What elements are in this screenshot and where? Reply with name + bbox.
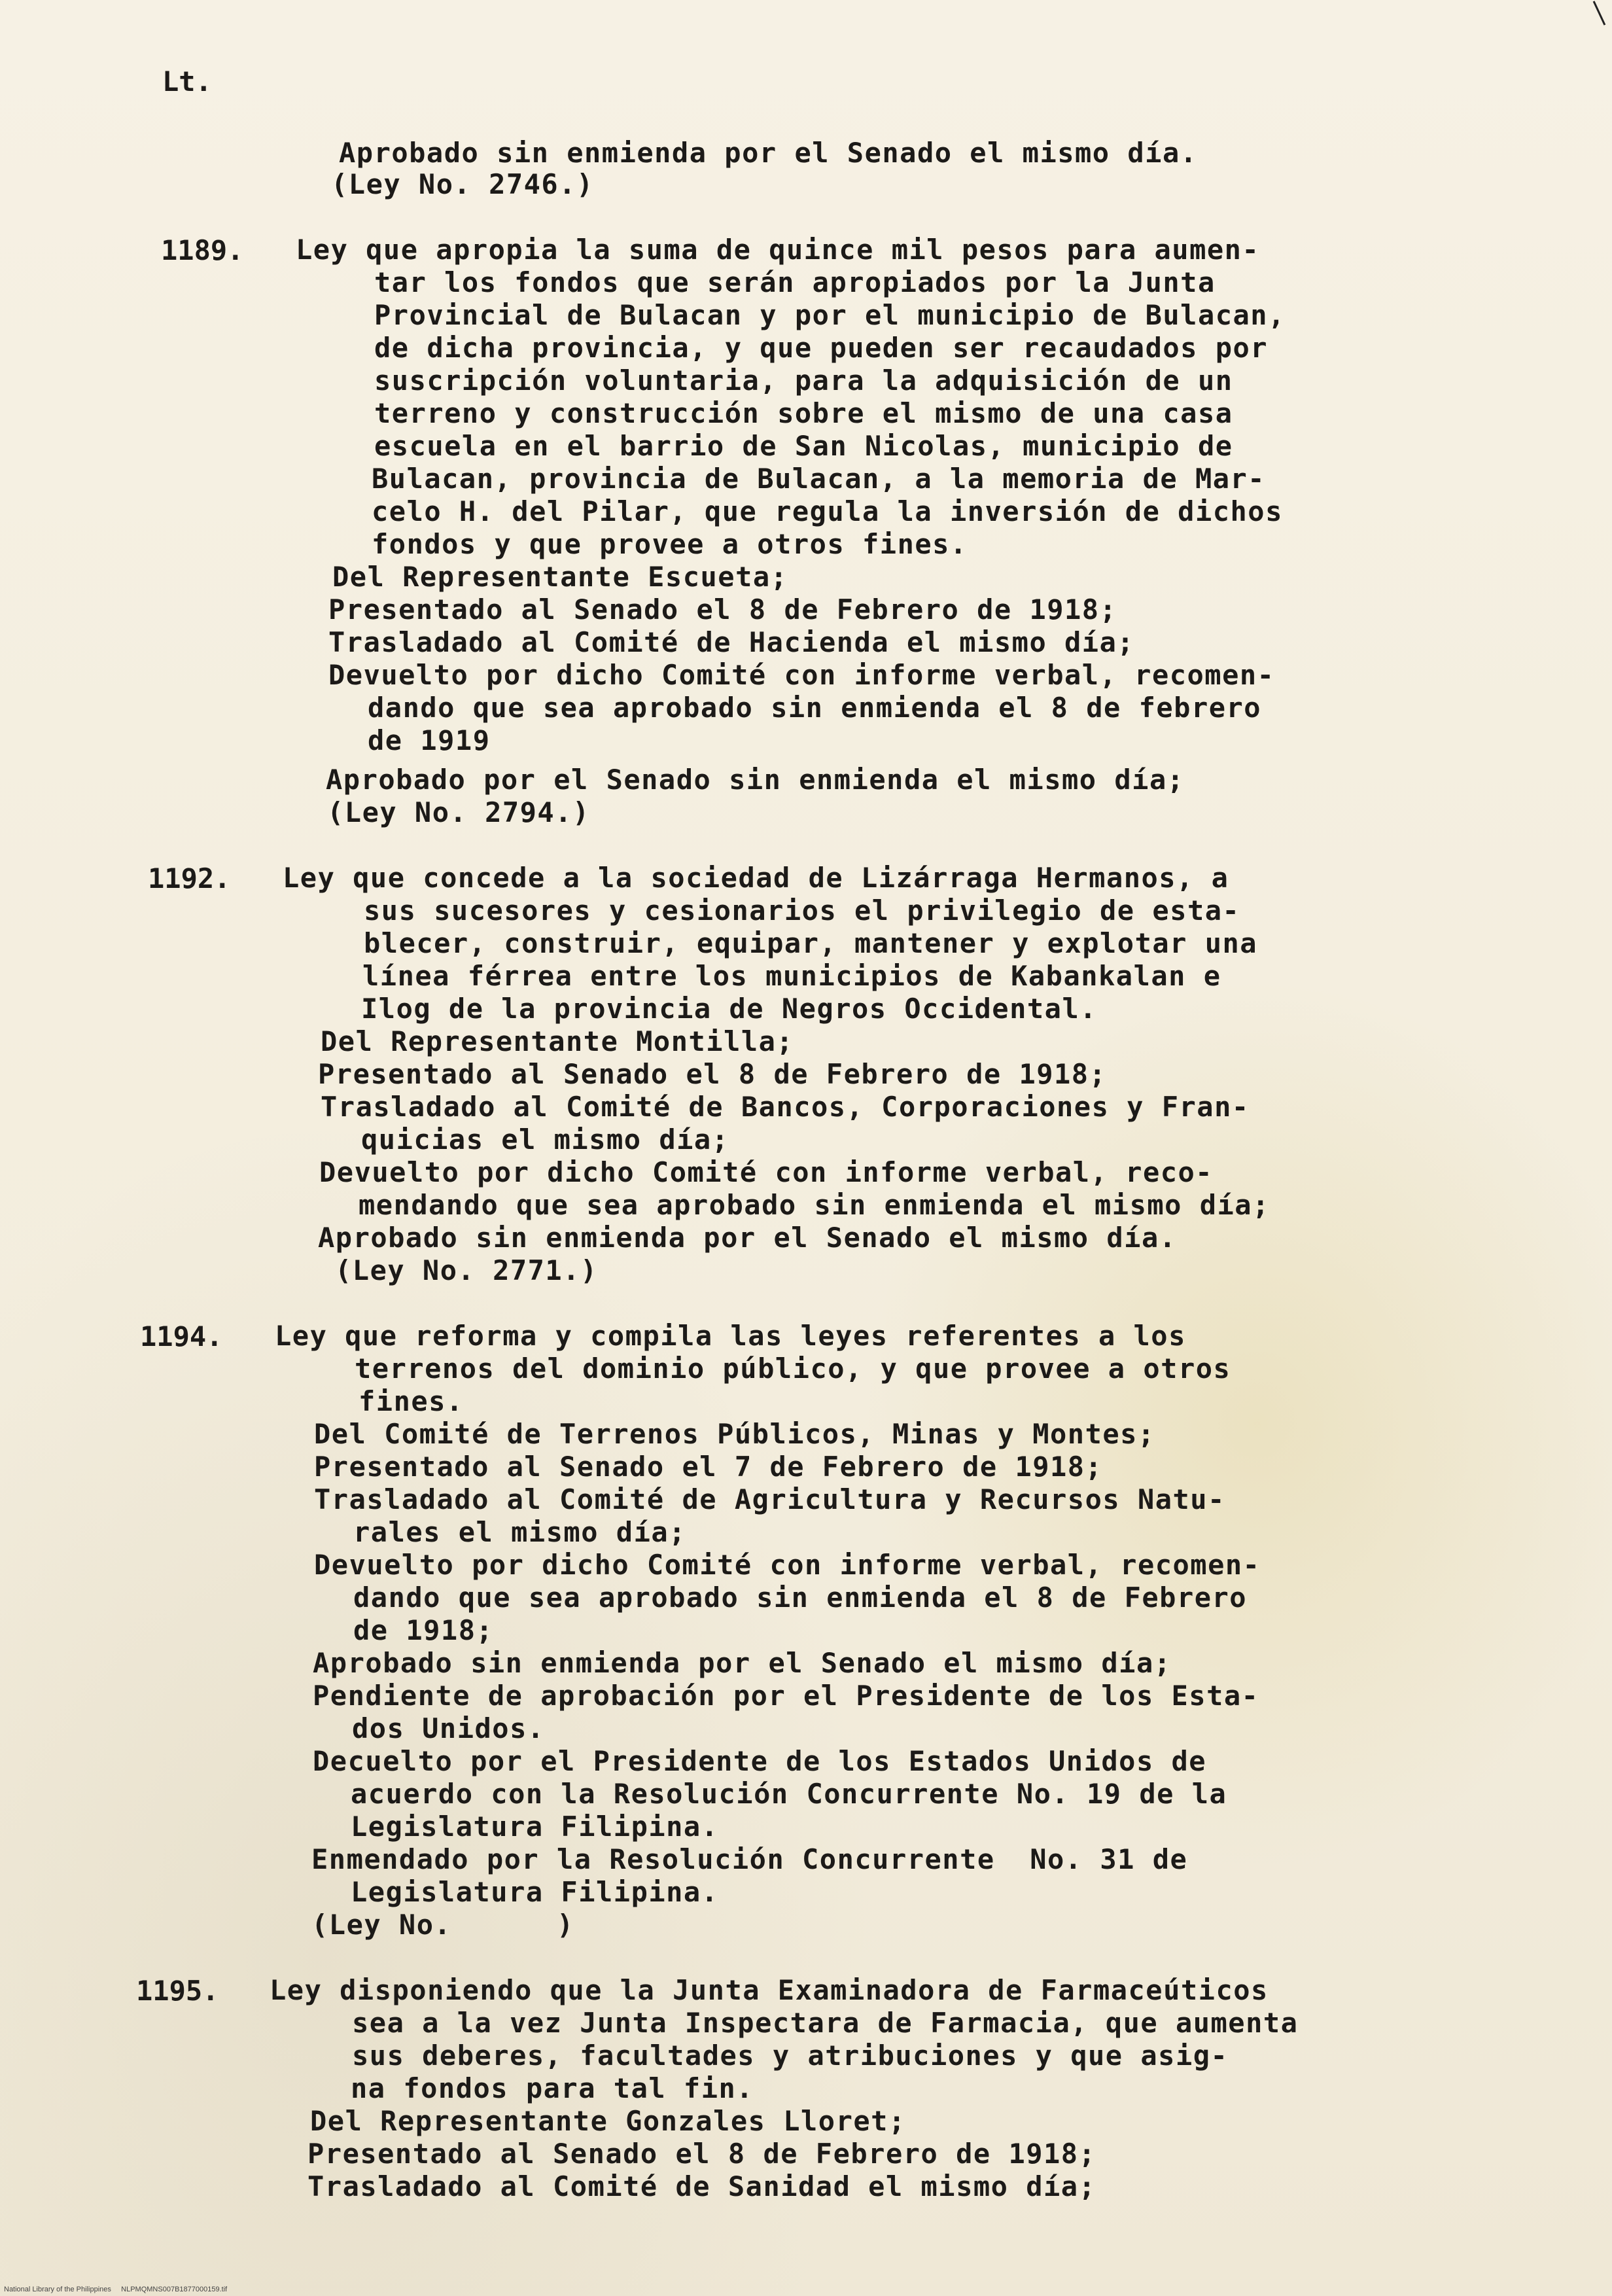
entry-line: mendando que sea aprobado sin enmienda el mismo día;: [359, 1189, 1270, 1221]
entry-line: na fondos para tal fin.: [351, 2072, 754, 2104]
entry-line: Legislatura Filipina.: [351, 1876, 719, 1908]
entry-line: rales el mismo día;: [353, 1516, 686, 1548]
entry-line: Trasladado al Comité de Hacienda el mismo día;: [328, 626, 1135, 658]
entry-line: fines.: [359, 1385, 464, 1417]
entry-line: celo H. del Pilar, que regula la inversión de dichos: [372, 495, 1283, 527]
entry-line: Del Representante Escueta;: [332, 561, 788, 593]
entry-line: Bulacan, provincia de Bulacan, a la memoria de Mar-: [372, 463, 1266, 495]
entry-line: quicias el mismo día;: [361, 1123, 729, 1156]
entry-line: Provincial de Bulacan y por el municipio de Bulacan,: [374, 299, 1286, 331]
entry-line: Ley que reforma y compila las leyes referentes a los: [275, 1320, 1186, 1352]
entry-line: blecer, construir, equipar, mantener y explotar una: [364, 927, 1258, 959]
page-header-mark: Lt.: [162, 65, 212, 97]
entry-line: sus sucesores y cesionarios el privilegio de esta-: [364, 894, 1240, 927]
entry-line: dando que sea aprobado sin enmienda el 8 de Febrero: [353, 1581, 1248, 1614]
entry-line: suscripción voluntaria, para la adquisición de un: [374, 364, 1233, 397]
entry-line: Pendiente de aprobación por el Presidente de los Esta-: [313, 1680, 1259, 1712]
entry-line: tar los fondos que serán apropiados por la Junta: [374, 266, 1216, 298]
entry-line: línea férrea entre los municipios de Kabankalan e: [362, 960, 1221, 992]
entry-line: Devuelto por dicho Comité con informe verbal, recomen-: [328, 659, 1275, 691]
entry-line: escuela en el barrio de San Nicolas, municipio de: [374, 430, 1233, 462]
entry-line: Aprobado por el Senado sin enmienda el mismo día;: [326, 764, 1185, 796]
entry-line: Aprobado sin enmienda por el Senado el mismo día.: [318, 1222, 1177, 1254]
entry-line: Decuelto por el Presidente de los Estados Unidos de: [313, 1745, 1207, 1777]
entry-line: Del Comité de Terrenos Públicos, Minas y Montes;: [314, 1418, 1155, 1450]
page-footer: National Library of the Philippines NLPMQMNS007B1877000159.tif: [4, 2286, 228, 2293]
entry-line: de 1919: [368, 724, 491, 756]
entry-line: terrenos del dominio público, y que provee a otros: [355, 1352, 1231, 1385]
entry-line: terreno y construcción sobre el mismo de una casa: [374, 397, 1233, 429]
entry-line: de 1918;: [353, 1614, 494, 1646]
entry-line: (Ley No. ): [311, 1909, 574, 1941]
entry-line: Trasladado al Comité de Sanidad el mismo día;: [307, 2170, 1096, 2202]
entry-line: Ilog de la provincia de Negros Occidental.: [361, 993, 1098, 1025]
corner-mark: [1593, 1, 1606, 26]
entry-line: dando que sea aprobado sin enmienda el 8 de febrero: [368, 692, 1262, 724]
entry-line: Legislatura Filipina.: [351, 1810, 719, 1843]
entry-line: acuerdo con la Resolución Concurrente No. 19 de la: [351, 1778, 1227, 1810]
entry-line: sus deberes, facultades y atribuciones y que asig-: [352, 2040, 1229, 2072]
entry-line: Devuelto por dicho Comité con informe verbal, reco-: [319, 1156, 1214, 1188]
entry-number: 1192.: [148, 862, 231, 894]
entry-line: dos Unidos.: [352, 1712, 545, 1744]
intro-line: (Ley No. 2746.): [331, 168, 594, 200]
entry-line: sea a la vez Junta Inspectara de Farmacia, que aumenta: [352, 2007, 1299, 2039]
intro-line: Aprobado sin enmienda por el Senado el mismo día.: [339, 137, 1198, 169]
entry-line: Ley que concede a la sociedad de Lizárraga Hermanos, a: [283, 862, 1229, 894]
entry-line: Presentado al Senado el 7 de Febrero de 1918;: [314, 1451, 1103, 1483]
entry-line: Trasladado al Comité de Agricultura y Recursos Natu-: [314, 1483, 1225, 1515]
entry-number: 1195.: [136, 1975, 219, 2007]
entry-number: 1194.: [140, 1320, 223, 1352]
entry-number: 1189.: [161, 234, 244, 266]
entry-line: Del Representante Montilla;: [321, 1025, 794, 1057]
entry-line: fondos y que provee a otros fines.: [372, 528, 968, 560]
entry-line: Presentado al Senado el 8 de Febrero de 1918;: [328, 593, 1117, 626]
entry-line: Presentado al Senado el 8 de Febrero de 1918;: [307, 2138, 1096, 2170]
entry-line: Aprobado sin enmienda por el Senado el mismo día;: [313, 1647, 1172, 1679]
entry-line: Trasladado al Comité de Bancos, Corporaciones y Fran-: [321, 1091, 1250, 1123]
entry-line: de dicha provincia, y que pueden ser recaudados por: [374, 332, 1269, 364]
entry-line: Devuelto por dicho Comité con informe verbal, recomen-: [314, 1549, 1261, 1581]
entry-line: Enmendado por la Resolución Concurrente No. 31 de: [311, 1843, 1188, 1875]
entry-line: (Ley No. 2771.): [335, 1254, 598, 1286]
entry-line: (Ley No. 2794.): [327, 796, 590, 828]
entry-line: Presentado al Senado el 8 de Febrero de 1918;: [318, 1058, 1107, 1090]
entry-line: Del Representante Gonzales Lloret;: [310, 2105, 906, 2137]
entry-line: Ley que apropia la suma de quince mil pesos para aumen-: [296, 234, 1260, 266]
entry-line: Ley disponiendo que la Junta Examinadora de Farmaceúticos: [270, 1974, 1269, 2006]
